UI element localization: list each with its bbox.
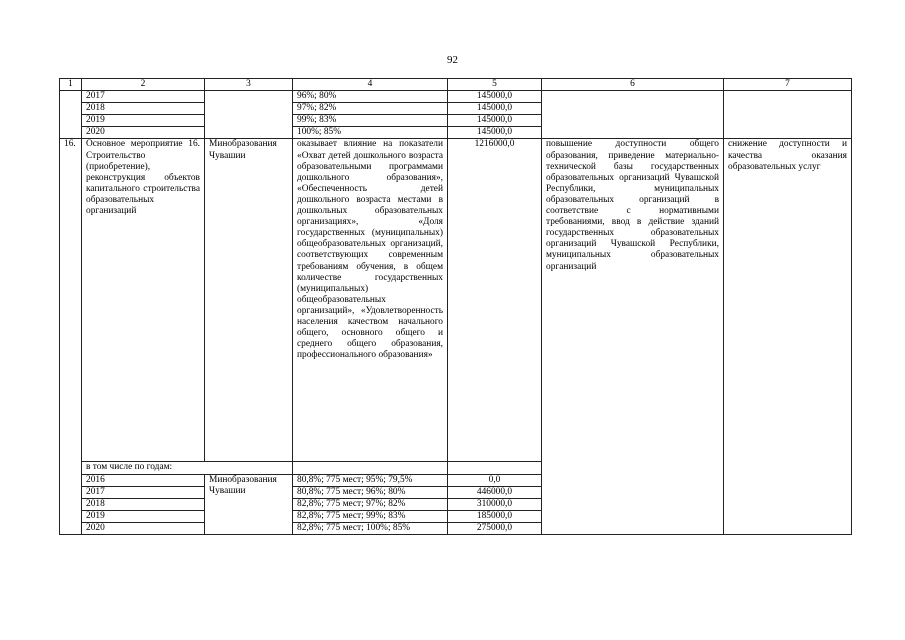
year-cell: 2020 bbox=[82, 127, 205, 139]
empty-cell bbox=[60, 91, 82, 139]
empty-cell bbox=[205, 91, 293, 139]
indicators-cell: 97%; 82% bbox=[293, 103, 448, 115]
amount-cell: 145000,0 bbox=[448, 115, 542, 127]
empty-cell bbox=[724, 91, 852, 139]
year-cell: 2017 bbox=[82, 91, 205, 103]
header-cell: 2 bbox=[82, 79, 205, 91]
page-number: 92 bbox=[447, 54, 458, 66]
indicators-cell: 100%; 85% bbox=[293, 127, 448, 139]
empty-cell bbox=[542, 91, 724, 139]
amount-cell: 1216000,0 bbox=[448, 139, 542, 462]
year-cell: 2018 bbox=[82, 498, 205, 510]
risk-cell: снижение доступности и качества оказания образовательных услуг bbox=[724, 139, 852, 535]
empty-cell bbox=[293, 462, 448, 474]
amount-cell: 145000,0 bbox=[448, 103, 542, 115]
executor-cell: Минобразования Чувашии bbox=[205, 139, 293, 462]
item-number: 16. bbox=[60, 139, 82, 535]
amount-cell: 185000,0 bbox=[448, 510, 542, 522]
header-cell: 7 bbox=[724, 79, 852, 91]
table-row bbox=[60, 139, 852, 462]
header-row bbox=[60, 79, 852, 91]
influence-cell: оказывает влияние на показатели «Охват детей дошкольного возраста образовательными программами дошкольного образования», «Обеспеченность детей дошкольного возраста местами в дошкольных образовательных организациях», «Доля государственных (муниципальных) общеобразовательных организаций, соответствующих современным требованиям обучения, в общем количестве государственных (муниципальных) общеобразовательных организаций», «Удовлетворенность населения качеством начального общего, основного общего и среднего общего образования, профессионального образования» bbox=[293, 139, 448, 462]
program-table bbox=[59, 78, 852, 535]
amount-cell: 145000,0 bbox=[448, 127, 542, 139]
year-cell: 2020 bbox=[82, 522, 205, 534]
year-cell: 2019 bbox=[82, 115, 205, 127]
indicators-cell: 82,8%; 775 мест; 99%; 83% bbox=[293, 510, 448, 522]
indicators-cell: 99%; 83% bbox=[293, 115, 448, 127]
indicators-cell: 80,8%; 775 мест; 96%; 80% bbox=[293, 486, 448, 498]
indicators-cell: 80,8%; 775 мест; 95%; 79,5% bbox=[293, 474, 448, 486]
header-cell: 6 bbox=[542, 79, 724, 91]
table-row bbox=[60, 91, 852, 103]
year-cell: 2016 bbox=[82, 474, 205, 486]
executor-cell: Минобразования Чувашии bbox=[205, 474, 293, 534]
by-years-label: в том числе по годам: bbox=[82, 462, 293, 474]
amount-cell: 0,0 bbox=[448, 474, 542, 486]
amount-cell: 275000,0 bbox=[448, 522, 542, 534]
amount-cell: 145000,0 bbox=[448, 91, 542, 103]
year-cell: 2018 bbox=[82, 103, 205, 115]
year-cell: 2017 bbox=[82, 486, 205, 498]
indicators-cell: 82,8%; 775 мест; 100%; 85% bbox=[293, 522, 448, 534]
amount-cell: 446000,0 bbox=[448, 486, 542, 498]
indicators-cell: 82,8%; 775 мест; 97%; 82% bbox=[293, 498, 448, 510]
header-cell: 1 bbox=[60, 79, 82, 91]
result-cell: повышение доступности общего образования, приведение материально-технической базы государственных образовательных организаций Чувашской Республики, муниципальных образовательных организаций в соответствие с нормативными требованиями, ввод в действие зданий государственных образовательных организаций Чувашской Республики, муниципальных образовательных организаций bbox=[542, 139, 724, 535]
amount-cell: 310000,0 bbox=[448, 498, 542, 510]
header-cell: 5 bbox=[448, 79, 542, 91]
header-cell: 3 bbox=[205, 79, 293, 91]
year-cell: 2019 bbox=[82, 510, 205, 522]
activity-name: Основное мероприятие 16. Строительство (приобретение), реконструкция объектов капитального строительства образовательных организаций bbox=[82, 139, 205, 462]
header-cell: 4 bbox=[293, 79, 448, 91]
indicators-cell: 96%; 80% bbox=[293, 91, 448, 103]
empty-cell bbox=[448, 462, 542, 474]
